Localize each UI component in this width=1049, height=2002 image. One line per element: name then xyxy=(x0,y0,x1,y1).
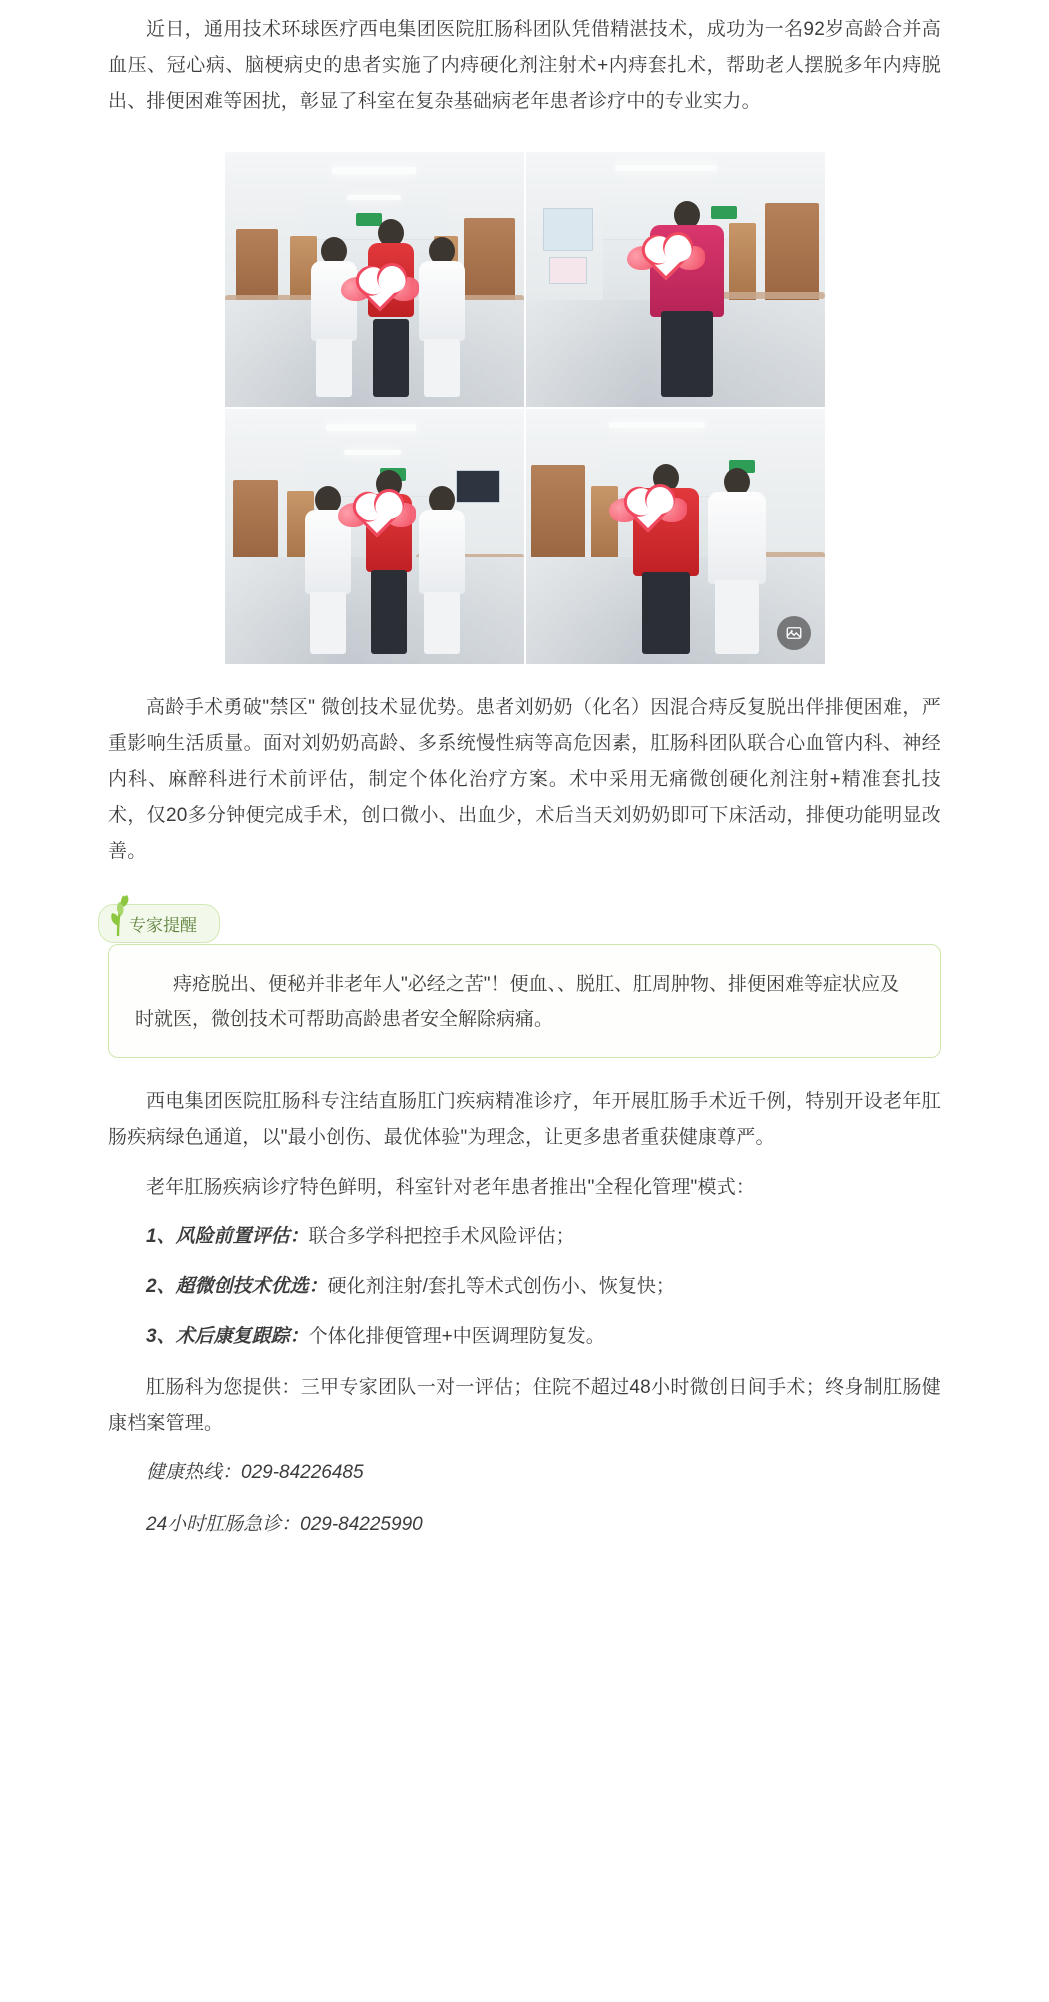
legs xyxy=(316,339,352,397)
feature-title: 术后康复跟踪： xyxy=(175,1326,309,1347)
face-cover-heart-icon xyxy=(344,485,410,547)
heart-shape xyxy=(359,268,401,310)
expert-tip-header xyxy=(110,904,232,943)
legs xyxy=(371,570,407,654)
face-cover-heart-icon xyxy=(633,228,699,290)
white-coat xyxy=(708,492,766,584)
expert-tip-text: 痔疮脱出、便秘并非老年人"必经之苦"！便血、、脱肛、肛周肿物、排便困难等症状应及时就医，微创技术可帮助高龄患者安全解除病痛。 xyxy=(135,974,899,1030)
expert-tip-box xyxy=(108,944,941,1058)
face-cover-heart-icon xyxy=(347,259,413,321)
legs xyxy=(715,580,759,654)
expert-tip-block xyxy=(108,904,941,1058)
white-coat xyxy=(419,261,465,341)
heart-shape xyxy=(356,495,398,537)
feature-title: 超微创技术优选： xyxy=(175,1276,328,1297)
paragraph-4: 老年肛肠疾病诊疗特色鲜明，科室针对老年患者推出"全程化管理"模式： xyxy=(146,1177,756,1198)
feature-item-3 xyxy=(108,1320,941,1354)
feature-desc: 联合多学科把控手术风险评估； xyxy=(308,1226,575,1247)
person-staff-right xyxy=(410,237,474,397)
legs xyxy=(310,592,346,654)
gallery-photo-2[interactable] xyxy=(526,152,825,407)
legs xyxy=(424,339,460,397)
paragraph-2: 高龄手术勇破"禁区" 微创技术显优势。患者刘奶奶（化名）因混合痔反复脱出伴排便困难，严重影响生活质量。面对刘奶奶高龄、多系统慢性病等高危因素，肛肠科团队联合心血管内科、神经内科、麻醉科进行术前评估，制定个体化治疗方案。术中采用无痛微创硬化剂注射+精准套扎技术，仅20多分钟便完成手术，创口微小、出血少，术后当天刘奶奶即可下床活动，排便功能明显改善。 xyxy=(108,697,941,862)
heart-shape xyxy=(627,490,669,532)
wall-poster xyxy=(549,257,587,285)
health-hotline: 健康热线：029-84226485 xyxy=(146,1462,364,1483)
leaf-icon xyxy=(108,894,144,943)
ceiling-light xyxy=(332,167,416,174)
photo-gallery[interactable] xyxy=(225,152,825,664)
legs xyxy=(661,311,713,397)
ceiling-light xyxy=(609,422,705,428)
ceiling-light xyxy=(347,195,401,200)
person-staff-right xyxy=(410,486,474,654)
wall-poster xyxy=(543,208,593,251)
paragraph-5: 肛肠科为您提供：三甲专家团队一对一评估；住院不超过48小时微创日间手术；终身制肛肠健康档案管理。 xyxy=(108,1377,941,1434)
feature-index: 2、 xyxy=(146,1276,176,1297)
ceiling-light xyxy=(344,450,401,455)
feature-desc: 硬化剂注射/套扎等术式创伤小、恢复快； xyxy=(327,1276,675,1297)
gallery-icon[interactable] xyxy=(777,616,811,650)
bottom-spacer xyxy=(108,1560,941,1600)
emergency-hotline: 24小时肛肠急诊：029-84225990 xyxy=(146,1514,423,1535)
feature-index: 1、 xyxy=(146,1226,176,1247)
expert-tip-label: 专家提醒 xyxy=(98,904,220,943)
feature-item-1 xyxy=(108,1220,941,1254)
ceiling-light xyxy=(326,424,416,431)
person-nurse xyxy=(699,468,775,654)
ceiling-light xyxy=(615,165,717,171)
feature-title: 风险前置评估： xyxy=(175,1226,309,1247)
gallery-photo-4[interactable] xyxy=(526,409,825,664)
white-coat xyxy=(419,510,465,594)
legs xyxy=(642,572,690,654)
heart-shape xyxy=(645,238,687,280)
face-cover-heart-icon xyxy=(615,480,681,542)
legs xyxy=(373,319,409,397)
feature-item-2 xyxy=(108,1270,941,1304)
gallery-photo-1[interactable] xyxy=(225,152,524,407)
feature-desc: 个体化排便管理+中医调理防复发。 xyxy=(308,1326,605,1347)
paragraph-3: 西电集团医院肛肠科专注结直肠肛门疾病精准诊疗，年开展肛肠手术近千例，特别开设老年肛肠疾病绿色通道，以"最小创伤、最优体验"为理念，让更多患者重获健康尊严。 xyxy=(108,1091,941,1148)
legs xyxy=(424,592,460,654)
feature-index: 3、 xyxy=(146,1326,176,1347)
gallery-photo-3[interactable] xyxy=(225,409,524,664)
paragraph-1: 近日，通用技术环球医疗西电集团医院肛肠科团队凭借精湛技术，成功为一名92岁高龄合并高血压、冠心病、脑梗病史的患者实施了内痔硬化剂注射术+内痔套扎术，帮助老人摆脱多年内痔脱出、排便困难等困扰，彰显了科室在复杂基础病老年患者诊疗中的专业实力。 xyxy=(108,19,941,112)
